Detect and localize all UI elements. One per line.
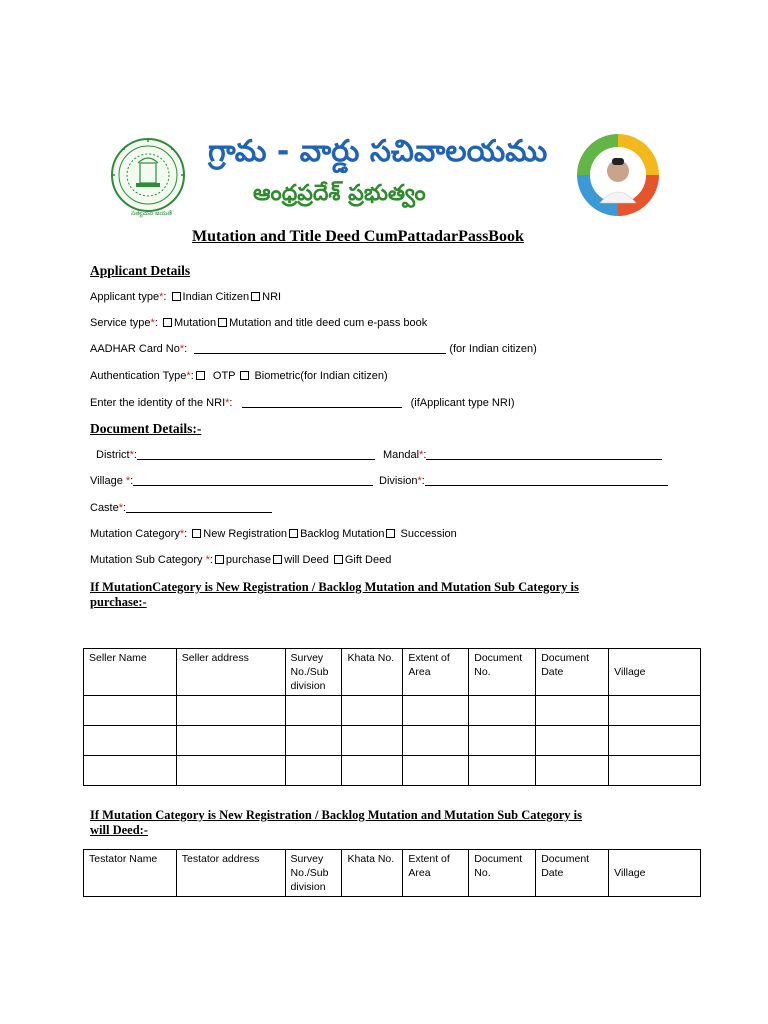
purchase-label: purchase <box>225 554 272 566</box>
col-document-no: Document No. <box>469 649 536 696</box>
caste-input[interactable] <box>126 502 272 513</box>
purchase-condition-line1: If MutationCategory is New Registration / Backlog Mutation and Mutation Sub Category is <box>90 580 579 594</box>
col-khata-no: Khata No. <box>342 850 403 897</box>
required-mark: * <box>419 449 424 461</box>
otp-checkbox[interactable] <box>196 371 205 380</box>
village-row: Village *: <box>90 475 373 487</box>
required-mark: * <box>179 343 185 355</box>
col-testator-address: Testator address <box>176 850 285 897</box>
biometric-checkbox[interactable] <box>240 371 249 380</box>
authentication-row: Authentication Type*: OTP Biometric(for Indian citizen) <box>90 370 388 382</box>
secretariat-logo-icon <box>576 133 660 217</box>
will-condition-line1: If Mutation Category is New Registration / Backlog Mutation and Mutation Sub Category is <box>90 808 583 822</box>
aadhar-input[interactable] <box>194 343 446 354</box>
col-testator-name: Testator Name <box>84 850 177 897</box>
gift-deed-checkbox[interactable] <box>334 555 343 564</box>
will-deed-checkbox[interactable] <box>273 555 282 564</box>
col-extent-of-area: Extent of Area <box>403 649 469 696</box>
service-type-row: Service type*: Mutation Mutation and title deed cum e-pass book <box>90 317 428 329</box>
required-mark: * <box>205 554 210 566</box>
new-registration-checkbox[interactable] <box>192 529 201 538</box>
mandal-label: Mandal <box>383 449 420 461</box>
mutation-label: Mutation <box>173 317 217 329</box>
required-mark: * <box>118 502 124 514</box>
division-input[interactable] <box>425 475 668 486</box>
purchase-condition-line2: purchase:- <box>90 595 147 609</box>
document-details-heading <box>90 421 331 437</box>
applicant-type-label: Applicant type <box>90 291 160 303</box>
service-type-label: Service type <box>90 317 151 329</box>
required-mark: * <box>417 475 422 487</box>
mutation-checkbox[interactable] <box>163 318 172 327</box>
nri-identity-note: (ifApplicant type NRI) <box>410 397 515 409</box>
backlog-mutation-checkbox[interactable] <box>289 529 298 538</box>
otp-label: OTP <box>212 370 236 382</box>
header-subtitle-telugu: ఆంధ్రప్రదేశ్ ప్రభుత్వం <box>253 181 426 206</box>
col-survey-no: Survey No./Sub division <box>285 850 342 897</box>
col-document-date: Document Date <box>536 850 609 897</box>
required-mark: * <box>125 475 131 487</box>
authentication-label: Authentication Type <box>90 370 187 382</box>
col-seller-name: Seller Name <box>84 649 177 696</box>
col-seller-address: Seller address <box>176 649 285 696</box>
purchase-condition <box>90 580 579 610</box>
will-deed-label: will Deed <box>284 554 332 566</box>
aadhar-label: AADHAR Card No <box>90 343 180 355</box>
will-condition <box>90 808 582 838</box>
testator-table-header <box>84 850 701 897</box>
required-mark: * <box>225 397 230 409</box>
seller-table-header <box>84 649 701 696</box>
division-row: Division*: <box>379 475 668 487</box>
succession-checkbox[interactable] <box>386 529 395 538</box>
col-khata-no: Khata No. <box>342 649 403 696</box>
col-document-date: Document Date <box>536 649 609 696</box>
mandal-row: Mandal*: <box>383 449 662 461</box>
aadhar-row: AADHAR Card No*: (for Indian citizen) <box>90 343 537 355</box>
required-mark: * <box>159 291 164 303</box>
required-mark: * <box>150 317 155 329</box>
col-document-no: Document No. <box>469 850 536 897</box>
village-label: Village <box>90 475 126 487</box>
emblem-caption: సత్యమేవ జయతే <box>131 210 172 217</box>
mutation-title-deed-checkbox[interactable] <box>218 318 227 327</box>
indian-citizen-checkbox[interactable] <box>172 292 181 301</box>
village-input[interactable] <box>133 475 373 486</box>
nri-label: NRI <box>262 291 282 303</box>
purchase-checkbox[interactable] <box>215 555 224 564</box>
mutation-category-label: Mutation Category <box>90 528 180 540</box>
nri-identity-label: Enter the identity of the NRI <box>90 397 226 409</box>
table-row <box>84 696 701 726</box>
district-label: District <box>96 449 130 461</box>
division-label: Division <box>379 475 418 487</box>
mutation-category-row: Mutation Category*: New Registration Backlog Mutation Succession <box>90 528 457 540</box>
header-title-telugu: గ్రామ - వార్డు సచివాలయము <box>208 134 548 169</box>
required-mark: * <box>129 449 134 461</box>
document-details-heading-text: Document Details:- <box>90 421 202 436</box>
testator-table <box>83 849 701 897</box>
col-village: Village <box>609 850 701 897</box>
col-village: Village <box>609 649 701 696</box>
nri-identity-input[interactable] <box>242 397 402 408</box>
will-condition-line2: will Deed:- <box>90 823 148 837</box>
indian-citizen-label: Indian Citizen <box>182 291 250 303</box>
mutation-subcategory-row: Mutation Sub Category *: purchase will Deed Gift Deed <box>90 554 392 566</box>
nri-checkbox[interactable] <box>251 292 260 301</box>
ap-emblem-icon <box>108 137 188 221</box>
gift-deed-label: Gift Deed <box>344 554 392 566</box>
table-row <box>84 756 701 786</box>
backlog-mutation-label: Backlog Mutation <box>300 528 385 540</box>
seller-table <box>83 648 701 786</box>
mandal-input[interactable] <box>426 449 662 460</box>
required-mark: * <box>179 528 185 540</box>
table-row <box>84 726 701 756</box>
succession-label: Succession <box>400 528 457 540</box>
biometric-label: Biometric(for Indian citizen) <box>254 370 388 382</box>
district-row: District*: <box>96 449 375 461</box>
aadhar-note: (for Indian citizen) <box>449 343 537 355</box>
new-registration-label: New Registration <box>203 528 288 540</box>
applicant-type-row: Applicant type*: Indian Citizen NRI <box>90 291 282 303</box>
mutation-title-deed-label: Mutation and title deed cum e-pass book <box>229 317 428 329</box>
caste-row: Caste*: <box>90 502 272 514</box>
col-survey-no: Survey No./Sub division <box>285 649 342 696</box>
nri-identity-row: Enter the identity of the NRI*: (ifApplicant type NRI) <box>90 397 515 409</box>
col-extent-of-area: Extent of Area <box>403 850 469 897</box>
district-input[interactable] <box>137 449 375 460</box>
required-mark: * <box>186 370 191 382</box>
caste-label: Caste <box>90 502 119 514</box>
mutation-subcategory-label: Mutation Sub Category <box>90 554 206 566</box>
applicant-details-heading: Applicant Details <box>90 263 191 278</box>
form-title: Mutation and Title Deed CumPattadarPassBook <box>192 228 524 245</box>
